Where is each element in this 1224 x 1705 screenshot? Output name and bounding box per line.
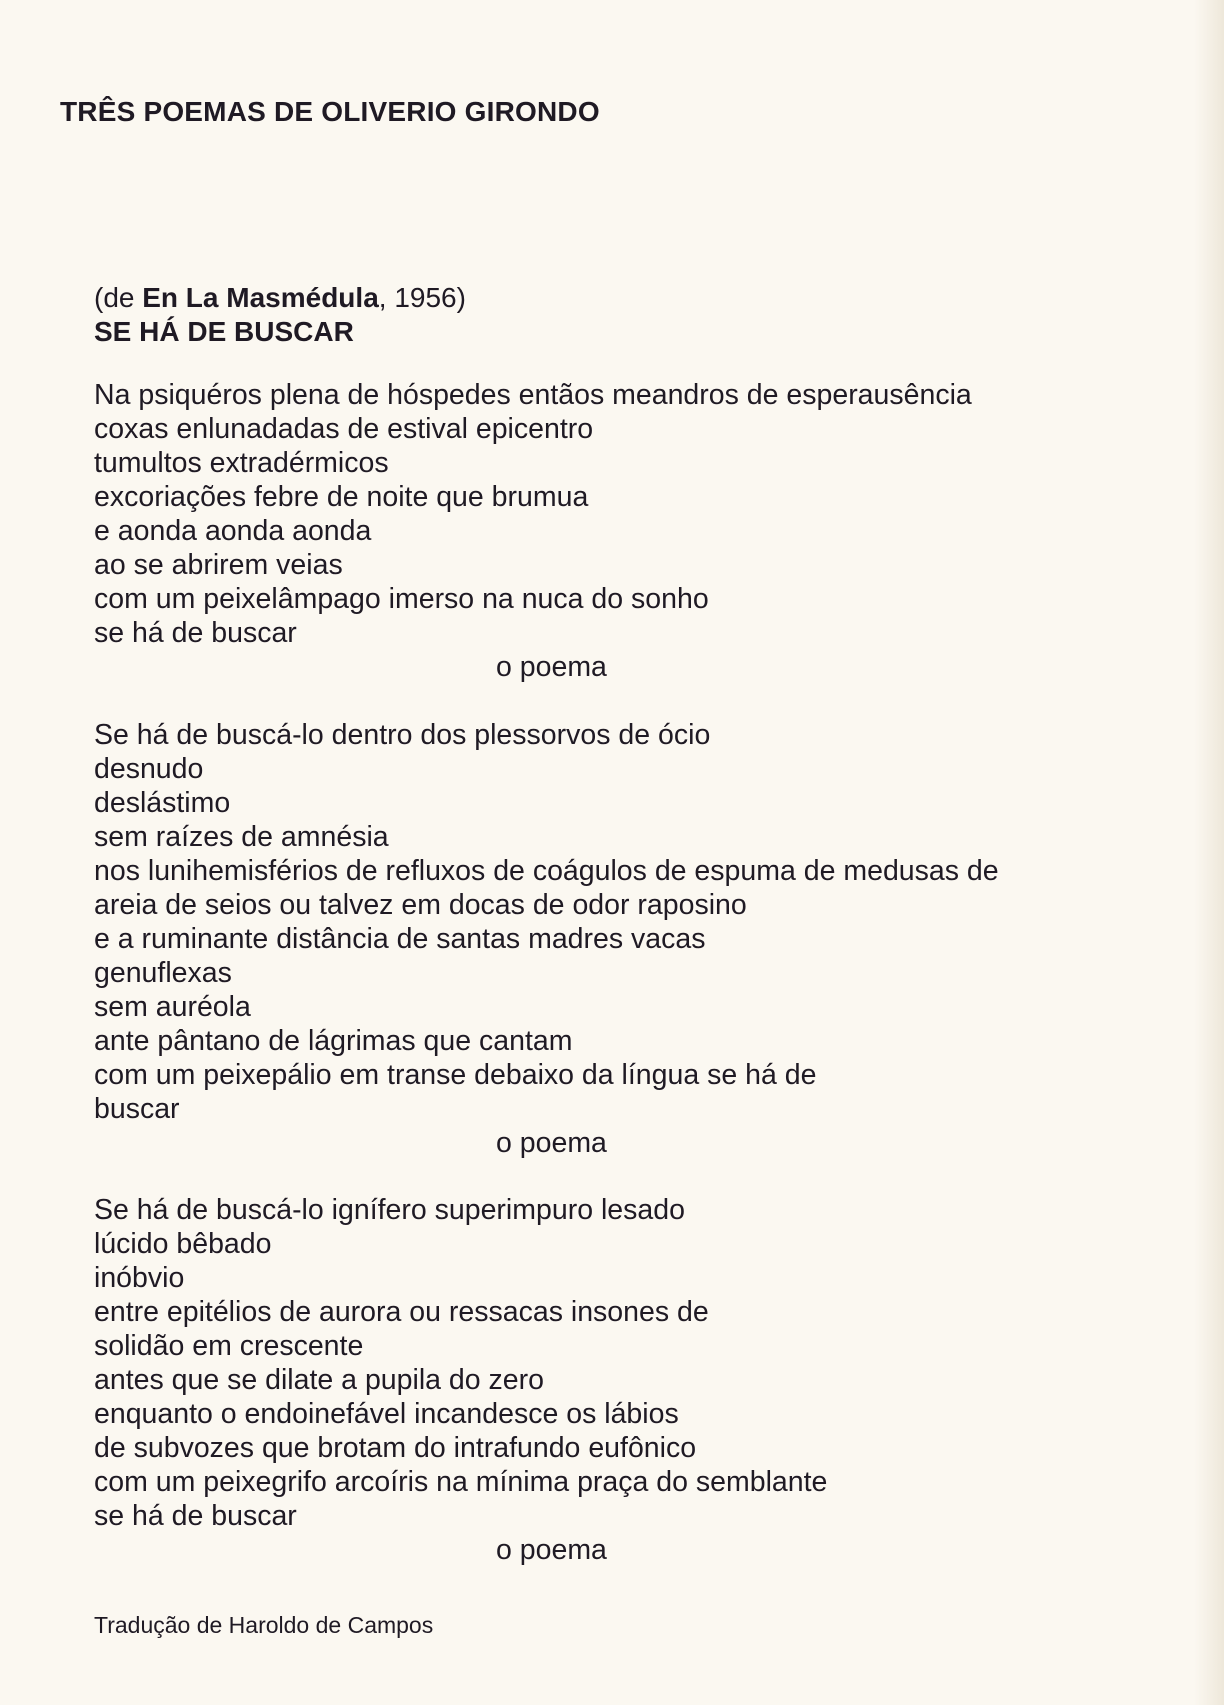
poem-line: se há de buscar <box>94 1500 297 1532</box>
poem-line: lúcido bêbado <box>94 1228 272 1260</box>
poem-line: de subvozes que brotam do intrafundo eufônico <box>94 1432 697 1464</box>
poem-line: ao se abrirem veias <box>94 549 343 581</box>
poem-line: Se há de buscá-lo ignífero superimpuro lesado <box>94 1194 685 1226</box>
poem-line: ante pântano de lágrimas que cantam <box>94 1025 573 1057</box>
poem-line: areia de seios ou talvez em docas de odor raposino <box>94 889 747 921</box>
source-citation <box>94 282 466 314</box>
source-book-title: En La Masmédula <box>142 282 379 313</box>
poem-line: entre epitélios de aurora ou ressacas insones de <box>94 1296 709 1328</box>
poem-line: desnudo <box>94 753 204 785</box>
stanza-1 <box>94 378 1204 684</box>
stanza-2 <box>94 718 1204 1160</box>
poem-line: Na psiquéros plena de hóspedes entãos meandros de esperausência <box>94 379 972 411</box>
poem-line: e a ruminante distância de santas madres vacas <box>94 923 706 955</box>
translation-credit: Tradução de Haroldo de Campos <box>94 1612 434 1638</box>
refrain-line: o poema <box>496 1127 607 1159</box>
poem-line: com um peixelâmpago imerso na nuca do sonho <box>94 583 709 615</box>
poem-line: solidão em crescente <box>94 1330 364 1362</box>
poem-line: tumultos extradérmicos <box>94 447 389 479</box>
poem-line: enquanto o endoinefável incandesce os lábios <box>94 1398 679 1430</box>
poem-line: e aonda aonda aonda <box>94 515 372 547</box>
page-title: TRÊS POEMAS DE OLIVERIO GIRONDO <box>60 96 600 127</box>
refrain-line: o poema <box>496 1534 607 1566</box>
poem-line: buscar <box>94 1093 180 1125</box>
poem-line: sem raízes de amnésia <box>94 821 389 853</box>
poem-line: coxas enlunadadas de estival epicentro <box>94 413 594 445</box>
poem-line: deslástimo <box>94 787 231 819</box>
stanza-3 <box>94 1193 1204 1567</box>
refrain-line: o poema <box>496 651 607 683</box>
source-suffix: , 1956) <box>378 282 466 313</box>
poem-line: com um peixepálio em transe debaixo da língua se há de <box>94 1059 817 1091</box>
poem-line: sem auréola <box>94 991 251 1023</box>
poem-line: antes que se dilate a pupila do zero <box>94 1364 544 1396</box>
poem-line: com um peixegrifo arcoíris na mínima praça do semblante <box>94 1466 828 1498</box>
poem-line: excoriações febre de noite que brumua <box>94 481 589 513</box>
poem-line: Se há de buscá-lo dentro dos plessorvos de ócio <box>94 719 711 751</box>
poem-line: nos lunihemisférios de refluxos de coágulos de espuma de medusas de <box>94 855 999 887</box>
poem-line: se há de buscar <box>94 617 297 649</box>
source-prefix: (de <box>94 282 143 313</box>
poem-line: inóbvio <box>94 1262 185 1294</box>
poem-title: SE HÁ DE BUSCAR <box>94 316 354 347</box>
poem-line: genuflexas <box>94 957 232 989</box>
